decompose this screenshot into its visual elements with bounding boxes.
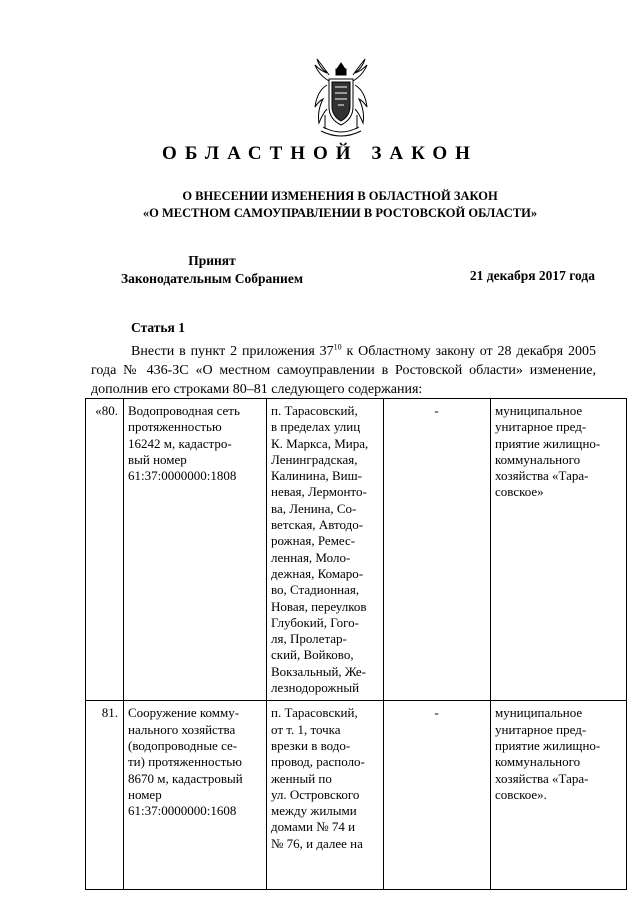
owner-cell: муниципальное унитарное пред- приятие жилищно- коммунального хозяйства «Тара- совское» (491, 399, 627, 701)
article-text-part-2: к Областному закону от 28 декабря 2005 года № 436-ЗС «О местном самоуправлении в Ростовской области» изменение, дополнив его строками 80–81 следующего содержания: (91, 344, 596, 397)
adoption-date: 21 декабря 2017 года (469, 268, 595, 283)
law-title-line-2: «О МЕСТНОМ САМОУПРАВЛЕНИИ В РОСТОВСКОЙ ОБЛАСТИ» (142, 206, 538, 220)
article-heading: Статья 1 (131, 320, 185, 335)
article-text-superscript: 10 (333, 342, 342, 352)
article-text-part-1: Внести в пункт 2 приложения 37 (131, 344, 334, 359)
empty-value-cell: - (384, 399, 491, 701)
table-row (86, 701, 627, 890)
law-title-line-1: О ВНЕСЕНИИ ИЗМЕНЕНИЯ В ОБЛАСТНОЙ ЗАКОН (182, 189, 498, 203)
object-address-cell: п. Тарасовский, от т. 1, точка врезки в водо- провод, располо- женный по ул. Островского между жилыми домами № 74 и № 76, и далее на (267, 701, 384, 890)
property-table (85, 398, 627, 890)
empty-value-cell: - (384, 701, 491, 890)
law-title (0, 188, 640, 222)
object-address-cell: п. Тарасовский, в пределах улиц К. Маркса, Мира, Ленинградская, Калинина, Виш- невая, Лермонто- ва, Ленина, Со- ветская, Автодо- рожная, Ремес- ленная, Моло- дежная, Комаро- во, Стадионная, Новая, переулков Глубокий, Гого- ля, Пролетар- ский, Войково, Вокзальный, Же- лезнодорожный (267, 399, 384, 701)
law-type-heading: ОБЛАСТНОЙ ЗАКОН (162, 143, 478, 164)
adoption-label-line-1: Принят (188, 253, 236, 268)
table-row (86, 399, 627, 701)
object-name-cell: Сооружение комму- нального хозяйства (водопроводные се- ти) протяженностью 8670 м, кадастровый номер 61:37:0000000:1608 (124, 701, 267, 890)
row-number-cell: «80. (86, 399, 124, 701)
owner-cell: муниципальное унитарное пред- приятие жилищно- коммунального хозяйства «Тара- совское». (491, 701, 627, 890)
row-number-cell: 81. (86, 701, 124, 890)
article-text (91, 342, 596, 399)
coat-of-arms-emblem (309, 57, 373, 139)
adoption-label (92, 252, 332, 288)
adoption-label-line-2: Законодательным Собранием (120, 271, 304, 286)
object-name-cell: Водопроводная сеть протяженностью 16242 м, кадастро- вый номер 61:37:0000000:1808 (124, 399, 267, 701)
